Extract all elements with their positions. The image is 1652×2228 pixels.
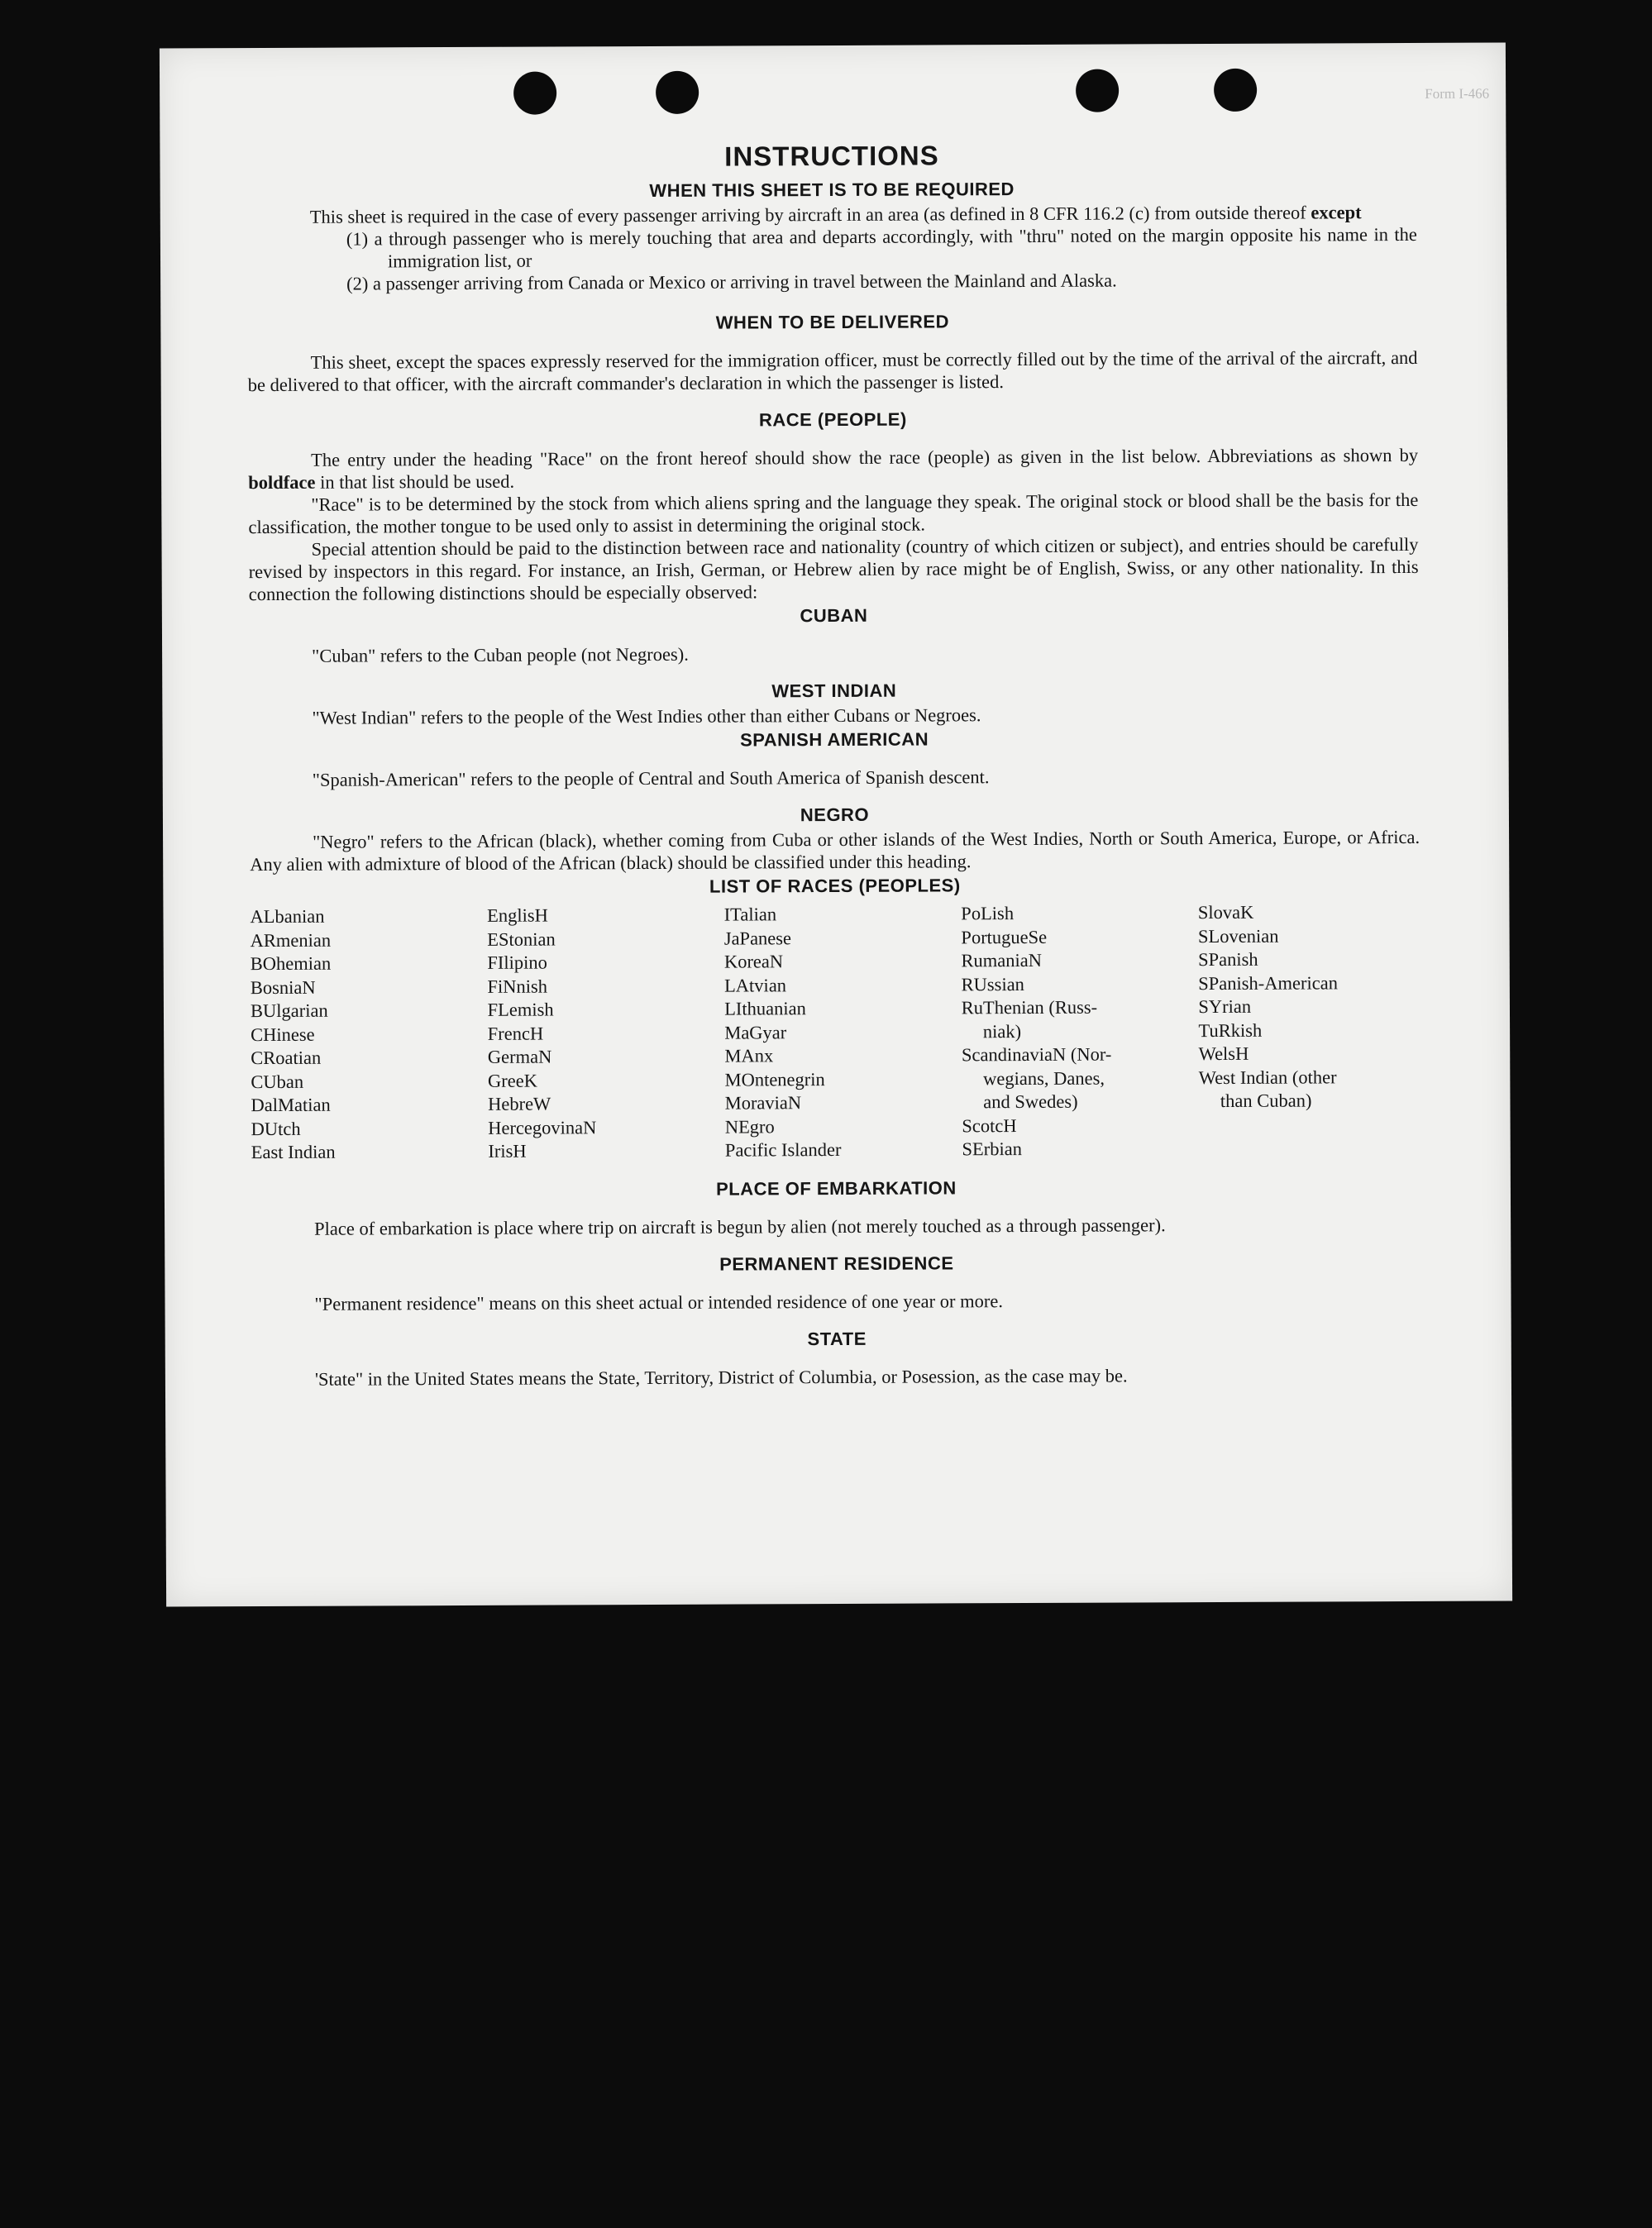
section-heading-negro: NEGRO — [800, 804, 870, 826]
race-item: MaGyar — [724, 1021, 787, 1043]
punch-hole — [1076, 69, 1119, 112]
race-list — [250, 900, 1420, 1165]
race-item-continued: and Swedes) — [983, 1090, 1078, 1113]
race-item: BosniaN — [250, 976, 316, 998]
race-list-column-4 — [961, 901, 1184, 1162]
race-item: SlovaK — [1197, 901, 1254, 923]
section-heading-required: WHEN THIS SHEET IS TO BE REQUIRED — [649, 179, 1015, 201]
race-item: ScotcH — [962, 1114, 1017, 1136]
punch-hole — [513, 71, 556, 114]
race-item: FiNnish — [487, 976, 548, 997]
race-item: DalMatian — [251, 1094, 331, 1116]
instructions-content — [246, 138, 1422, 1391]
section-heading-state: STATE — [807, 1328, 867, 1349]
race-item: BUlgarian — [250, 999, 328, 1022]
west-indian-paragraph: "West Indian" refers to the people of the West Indies other than either Cubans or Negroes. — [312, 704, 981, 728]
race-item: CUban — [251, 1071, 304, 1092]
race-item: SLovenian — [1197, 925, 1279, 947]
race-item: SPanish-American — [1198, 971, 1339, 994]
race-item: LAtvian — [723, 974, 787, 996]
race-item: PoLish — [961, 903, 1015, 924]
race-item: ARmenian — [250, 929, 332, 951]
race-list-column-3 — [724, 902, 948, 1162]
race-item: HercegovinaN — [488, 1116, 597, 1138]
race-item-continued: niak) — [982, 1020, 1022, 1042]
race-item: WelsH — [1198, 1042, 1249, 1065]
race-item: TuRkish — [1198, 1019, 1263, 1041]
race-item: RumaniaN — [961, 949, 1043, 971]
race-item: EStonian — [487, 928, 556, 950]
race-paragraph-1: The entry under the heading "Race" on the front hereof should show the race (people) as given in the list below. Abbreviations as shown by boldface in that list should be used. — [248, 444, 1419, 494]
section-heading-race: RACE (PEOPLE) — [758, 408, 907, 431]
race-item: KoreaN — [723, 951, 784, 972]
section-heading-delivered: WHEN TO BE DELIVERED — [715, 311, 949, 333]
section-heading-spanish-american: SPANISH AMERICAN — [739, 728, 929, 751]
section-heading-embarkation: PLACE OF EMBARKATION — [716, 1176, 957, 1200]
required-item-2: (2) a passenger arriving from Canada or Mexico or arriving in travel between the Mainland and Alaska. — [346, 270, 1117, 294]
race-item: ALbanian — [250, 905, 325, 928]
race-paragraph-2: "Race" is to be determined by the stock from which aliens spring and the language they speak. The original stock or blood shall be the basis for the classification, the mother tongue to be used only to assist in determining the original stock. — [248, 489, 1419, 538]
delivered-paragraph: This sheet, except the spaces expressly reserved for the immigration officer, must be correctly filled out by the time of the arrival of the aircraft, and be delivered to that officer, with the aircraft commander's declaration in which the passenger is listed. — [247, 346, 1418, 396]
race-list-column-2 — [487, 904, 710, 1164]
race-item: MOntenegrin — [724, 1068, 825, 1090]
race-item: HebreW — [488, 1093, 551, 1114]
race-item: JaPanese — [723, 927, 792, 949]
race-list-column-5 — [1198, 900, 1421, 1161]
embarkation-paragraph: Place of embarkation is place where trip on aircraft is begun by alien (not merely touched as a through passenger). — [314, 1214, 1166, 1239]
race-item: PortugueSe — [961, 926, 1048, 947]
race-item: FIlipino — [487, 952, 547, 973]
race-item: East Indian — [251, 1141, 336, 1163]
race-item: GreeK — [487, 1070, 537, 1091]
cuban-paragraph: "Cuban" refers to the Cuban people (not Negroes). — [312, 643, 689, 666]
race-item: NEgro — [724, 1115, 775, 1138]
punch-hole — [1214, 69, 1257, 112]
race-item: IrisH — [488, 1140, 527, 1162]
race-item: FrencH — [487, 1023, 544, 1044]
required-item-1: (1) a through passenger who is merely touching that area and departs accordingly, with "thru" noted on the margin opposite his name in the immigration list, or — [346, 223, 1417, 272]
race-item: RUssian — [961, 973, 1024, 995]
race-item: Pacific Islander — [724, 1138, 842, 1161]
document-page — [160, 42, 1512, 1606]
section-heading-list-of-races: LIST OF RACES (PEOPLES) — [709, 875, 961, 897]
residence-paragraph: "Permanent residence" means on this sheet actual or intended residence of one year or more. — [314, 1290, 1004, 1314]
except-bold: except — [1311, 202, 1362, 223]
race-item: ScandinaviaN (Nor- — [961, 1043, 1112, 1066]
race-item: RuThenian (Russ- — [961, 996, 1098, 1019]
race-item: SErbian — [962, 1138, 1023, 1160]
punch-hole — [656, 71, 699, 114]
race-item: CHinese — [251, 1023, 315, 1045]
race-item-continued: than Cuban) — [1220, 1090, 1312, 1111]
race-item: SYrian — [1198, 995, 1252, 1018]
race-list-column-1 — [250, 904, 473, 1165]
race-item: SPanish — [1198, 948, 1258, 971]
race-paragraph-3: Special attention should be paid to the distinction between race and nationality (country of which citizen or subject), and entries should be carefully revised by inspectors in this regard. For instance, an Irish, German, or Hebrew alien by race might be of English, Swiss, or any other nationality. In this connection the following distinctions should be especially observed: — [248, 533, 1419, 605]
page-title: INSTRUCTIONS — [724, 140, 939, 172]
race-item: BOhemian — [250, 952, 332, 975]
negro-paragraph: "Negro" refers to the African (black), whether coming from Cuba or other islands of the West Indies, North or South America, Europe, or Africa. Any alien with admixture of blood of the African (black) should be classified under this heading. — [250, 826, 1420, 875]
form-number: Form I-466 — [1425, 85, 1490, 102]
required-paragraph: This sheet is required in the case of every passenger arriving by aircraft in an area (as defined in 8 CFR 116.2 (c) from outside thereof except — [309, 202, 1362, 227]
race-item: ITalian — [723, 904, 777, 925]
race-item: GermaN — [487, 1046, 552, 1067]
state-paragraph: 'State" in the United States means the State, Territory, District of Columbia, or Posession, as the case may be. — [314, 1364, 1128, 1390]
race-item: FLemish — [487, 999, 554, 1020]
spanish-american-paragraph: "Spanish-American" refers to the people of Central and South America of Spanish descent. — [312, 766, 990, 790]
race-item: EnglisH — [487, 904, 548, 926]
section-heading-cuban: CUBAN — [800, 604, 868, 627]
race-item: MAnx — [724, 1045, 774, 1066]
race-item-continued: wegians, Danes, — [983, 1067, 1105, 1089]
race-item: LIthuanian — [724, 998, 806, 1019]
race-item: CRoatian — [251, 1047, 322, 1069]
section-heading-residence: PERMANENT RESIDENCE — [719, 1252, 954, 1275]
race-item: MoraviaN — [724, 1092, 802, 1114]
section-heading-west-indian: WEST INDIAN — [771, 680, 897, 702]
race-item: DUtch — [251, 1118, 301, 1139]
race-item: West Indian (other — [1198, 1066, 1337, 1088]
